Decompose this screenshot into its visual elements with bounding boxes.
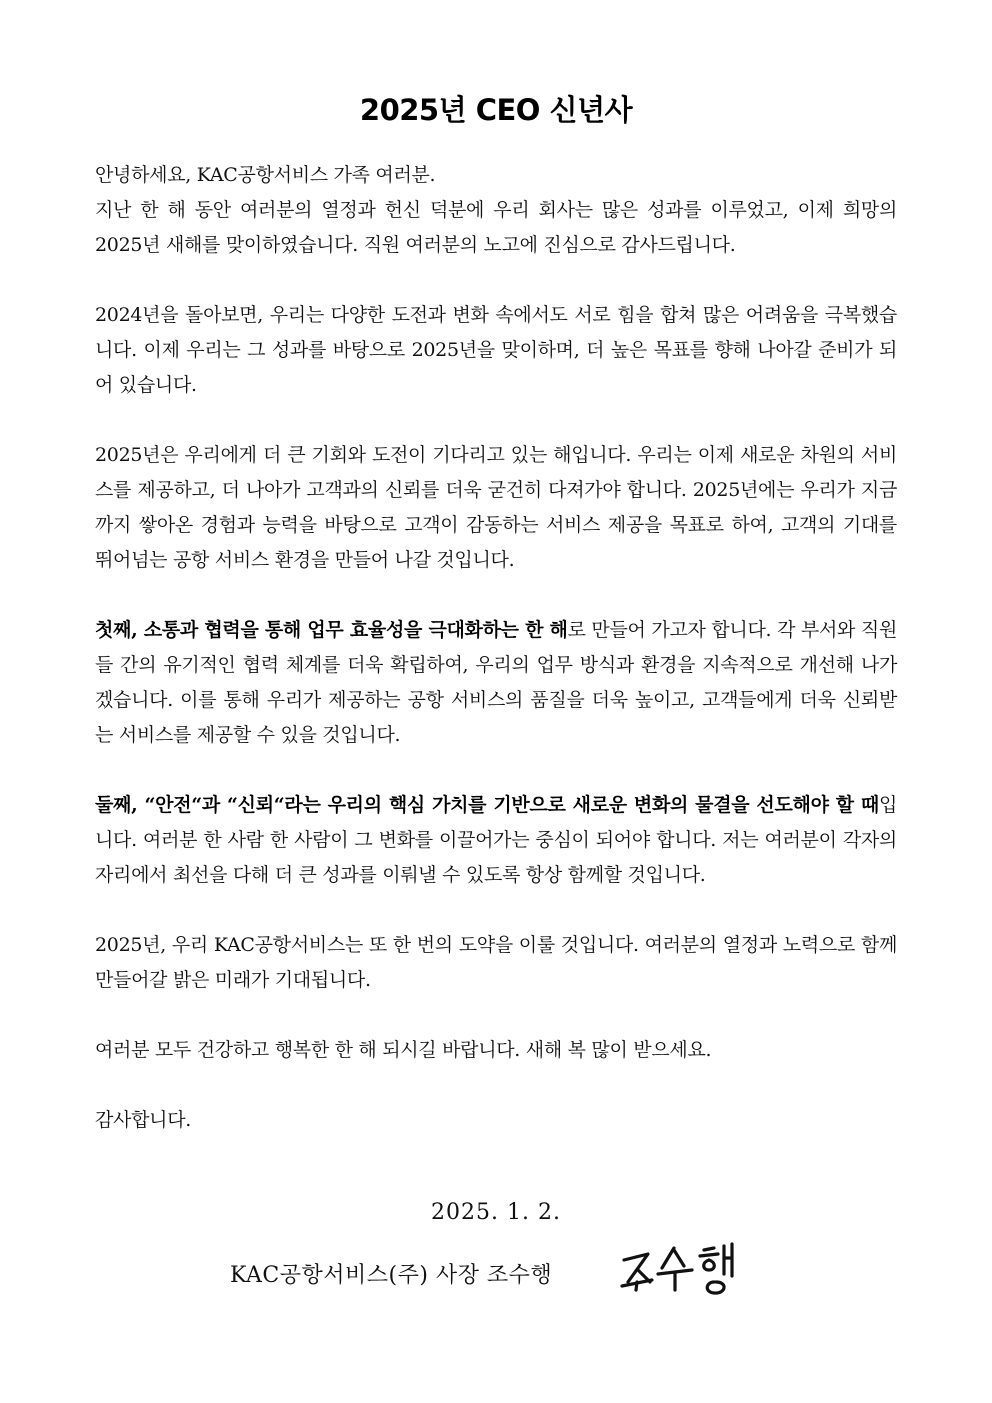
paragraph-3: 2025년은 우리에게 더 큰 기회와 도전이 기다리고 있는 해입니다. 우리는 이제 새로운 차원의 서비스를 제공하고, 더 나아가 고객과의 신뢰를 더욱 굳건히 다져가야 합니다. 2025년에는 우리가 지금까지 쌓아온 경험과 능력을 바탕으로 고객이 감동하는 서비스 제공을 목표로 하여, 고객의 기대를 뛰어넘는 공항 서비스 환경을 만들어 나갈 것입니다. — [95, 444, 897, 571]
letter-date: 2025. 1. 2. — [431, 1200, 561, 1225]
paragraph-5 — [95, 788, 897, 893]
paragraph-1: 지난 한 해 동안 여러분의 열정과 헌신 덕분에 우리 회사는 많은 성과를 이루었고, 이제 희망의 2025년 새해를 맞이하였습니다. 직원 여러분의 노고에 진심으로 감사드립니다. — [95, 199, 897, 256]
page-title: 2025년 CEO 신년사 — [359, 93, 633, 127]
letter-body — [95, 158, 897, 1173]
paragraph-2: 2024년을 돌아보면, 우리는 다양한 도전과 변화 속에서도 서로 힘을 합쳐 많은 어려움을 극복했습니다. 이제 우리는 그 성과를 바탕으로 2025년을 맞이하며, 더 높은 목표를 향해 나아갈 준비가 되어 있습니다. — [95, 304, 897, 396]
paragraph-4-emphasis: 첫째, 소통과 협력을 통해 업무 효율성을 극대화하는 한 해 — [95, 619, 568, 641]
paragraph-4 — [95, 613, 897, 753]
paragraph-4-text: 로 만들어 가고자 합니다. 각 부서와 직원들 간의 유기적인 협력 체계를 더욱 확립하여, 우리의 업무 방식과 환경을 지속적으로 개선해 나가겠습니다. 이를 통해 우리가 제공하는 공항 서비스의 품질을 더욱 높이고, 고객들에게 더욱 신뢰받는 서비스를 제공할 수 있을 것입니다. — [95, 619, 897, 746]
paragraph-5-text: 입니다. 여러분 한 사람 한 사람이 그 변화를 이끌어가는 중심이 되어야 합니다. 저는 여러분이 각자의 자리에서 최선을 다해 더 큰 성과를 이뤄낼 수 있도록 항상 함께할 것입니다. — [95, 794, 897, 886]
closing: 감사합니다. — [95, 1109, 192, 1131]
paragraph-7: 여러분 모두 건강하고 행복한 한 해 되시길 바랍니다. 새해 복 많이 받으세요. — [95, 1039, 712, 1061]
signer-line: KAC공항서비스(주) 사장 조수행 — [230, 1263, 553, 1288]
paragraph-5-emphasis: 둘째, “안전“과 “신뢰“라는 우리의 핵심 가치를 기반으로 새로운 변화의 물결을 선도해야 할 때 — [95, 794, 879, 816]
greeting: 안녕하세요, KAC공항서비스 가족 여러분. — [95, 164, 436, 186]
handwritten-signature — [618, 1238, 748, 1298]
paragraph-6: 2025년, 우리 KAC공항서비스는 또 한 번의 도약을 이룰 것입니다. 여러분의 열정과 노력으로 함께 만들어갈 밝은 미래가 기대됩니다. — [95, 934, 897, 991]
